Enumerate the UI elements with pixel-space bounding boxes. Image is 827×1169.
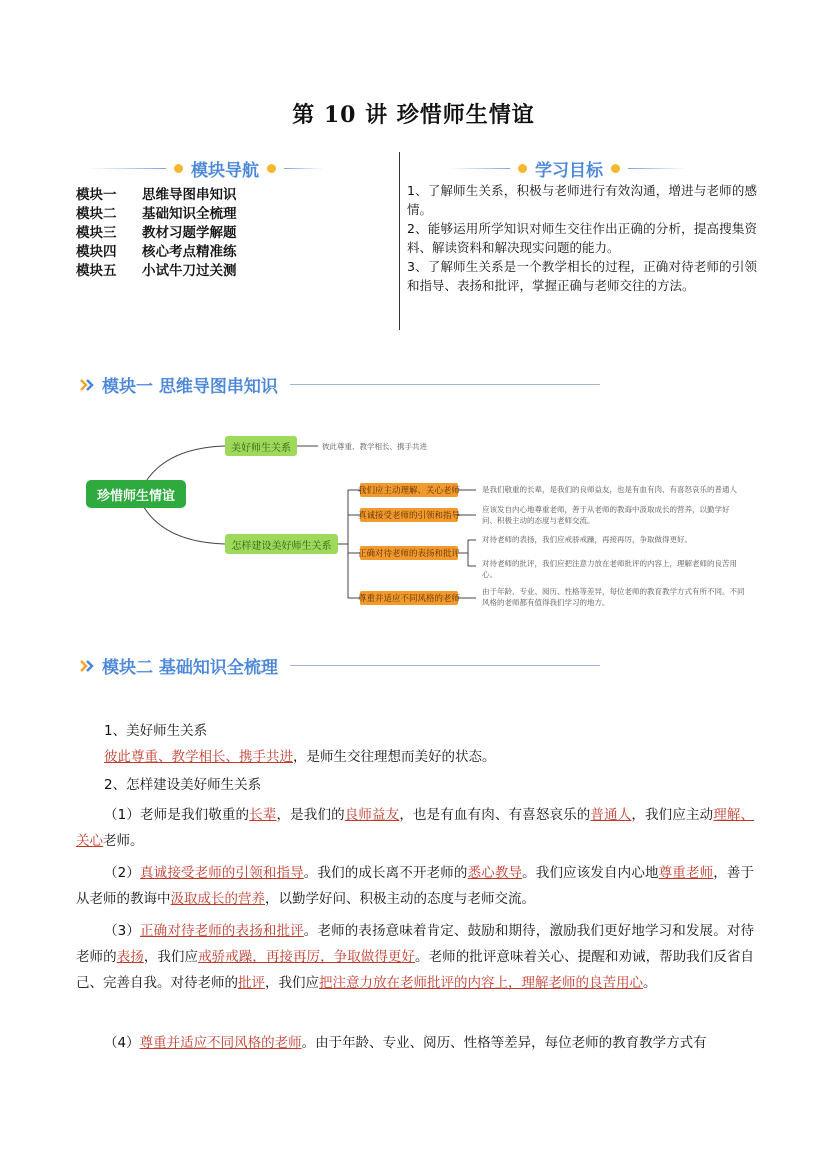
goal-item: 3、了解师生关系是一个教学相长的过程，正确对待老师的引领和指导、表扬和批评，掌握正确与老师交往的方法。 (407, 259, 757, 293)
mind-map-leaf: 应该发自内心地尊重老师，善于从老师的教诲中汲取成长的营养，以勤学好问、积极主动的态度与老师交流。 (482, 505, 730, 525)
paragraph: （1）老师是我们敬重的长辈，是我们的良师益友，也是有血有肉、有喜怒哀乐的普通人，我们应主动理解、关心老师。 (76, 807, 755, 849)
mind-map-leaf: 由于年龄、专业、阅历、性格等差异，每位老师的教育教学方式有所不同。不同风格的老师都有值得我们学习的地方。 (482, 587, 745, 607)
mind-map-leaf: 是我们敬重的长辈，是我们的良师益友，也是有血有肉、有喜怒哀乐的普通人 (482, 485, 737, 494)
paragraph: 彼此尊重、教学相长、携手共进，是师生交往理想而美好的状态。 (104, 749, 496, 765)
module-item: 模块二 基础知识全梳理 (76, 206, 237, 222)
goal-item: 2、能够运用所学知识对师生交往作出正确的分析，提高搜集资料、解读资料和解决现实问题的能力。 (407, 221, 757, 255)
mind-map (0, 420, 827, 620)
module-list (76, 186, 237, 281)
nav-heading: 模块导航 (88, 156, 388, 181)
mind-map-node: 尊重并适应不同风格的老师 (360, 591, 458, 605)
goals-text (407, 181, 757, 295)
dot-icon (267, 164, 276, 173)
mind-map-node: 正确对待老师的表扬和批评 (360, 546, 458, 560)
module-item: 模块五 小试牛刀过关测 (76, 263, 237, 279)
double-chevron-icon (78, 657, 96, 675)
goals-heading: 学习目标 (450, 156, 750, 181)
column-divider (399, 152, 400, 330)
module-item: 模块四 核心考点精准练 (76, 244, 237, 260)
module-item: 模块三 教材习题学解题 (76, 225, 237, 241)
section-heading: 模块二 基础知识全梳理 (78, 653, 600, 678)
dot-icon (611, 164, 620, 173)
dot-icon (174, 164, 183, 173)
dot-icon (518, 164, 527, 173)
mind-map-node: 我们应主动理解、关心老师 (360, 483, 458, 497)
mind-map-root: 珍惜师生情谊 (86, 480, 186, 508)
subheading: 1、美好师生关系 (104, 723, 208, 739)
goal-item: 1、了解师生关系，积极与老师进行有效沟通，增进与老师的感情。 (407, 183, 757, 217)
paragraph: （3）正确对待老师的表扬和批评。老师的表扬意味着肯定、鼓励和期待，激励我们更好地学习和发展。对待老师的表扬，我们应戒骄戒躁，再接再厉，争取做得更好。老师的批评意味着关心、提醒和劝诫，帮助我们反省自己、完善自我。对待老师的批评，我们应把注意力放在老师批评的内容上，理解老师的良苦用心。 (76, 923, 755, 991)
mind-map-leaf: 彼此尊重、教学相长、携手共进 (322, 442, 427, 451)
page-title: 第 10 讲 珍惜师生情谊 (292, 102, 535, 128)
paragraph: （2）真诚接受老师的引领和指导。我们的成长离不开老师的悉心教导。我们应该发自内心地尊重老师，善于从老师的教诲中汲取成长的营养，以勤学好问、积极主动的态度与老师交流。 (76, 865, 755, 907)
module-item: 模块一 思维导图串知识 (76, 187, 237, 203)
section-heading: 模块一 思维导图串知识 (78, 372, 600, 397)
subheading: 2、怎样建设美好师生关系 (104, 777, 262, 793)
mind-map-branch: 美好师生关系 (225, 436, 297, 456)
mind-map-leaf: 对待老师的表扬，我们应戒骄戒躁，再接再厉，争取做得更好。 (482, 535, 692, 544)
mind-map-leaf: 对待老师的批评，我们应把注意力放在老师批评的内容上，理解老师的良苦用心。 (482, 559, 737, 579)
double-chevron-icon (78, 376, 96, 394)
mind-map-node: 真诚接受老师的引领和指导 (360, 508, 458, 522)
paragraph: （4）尊重并适应不同风格的老师。由于年龄、专业、阅历、性格等差异，每位老师的教育教学方式有 (104, 1035, 707, 1051)
mind-map-branch: 怎样建设美好师生关系 (225, 534, 338, 554)
